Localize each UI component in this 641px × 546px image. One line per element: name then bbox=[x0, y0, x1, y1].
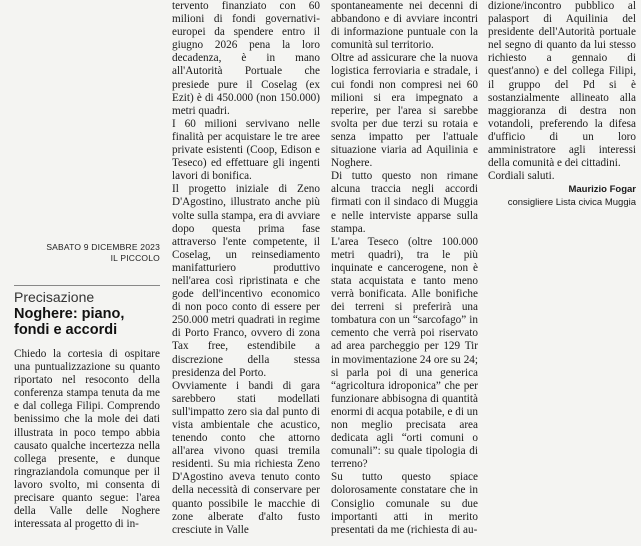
paragraph: Oltre ad assicurare che la nuova logistica ferroviaria e stradale, i cui fondi non compresi nei 60 milioni si era impegnato a reperire, per l'area si sarebbe svolta per due terzi su rotaia e senza impatto per l'attuale situazione viaria ad Aquilinia e Noghere. bbox=[331, 52, 478, 170]
paragraph: Su tutto questo spiace dolorosamente constatare che in Consiglio comunale su due importanti atti in merito presentati da me (richiesta di au- bbox=[331, 471, 478, 536]
paragraph: L'area Teseco (oltre 100.000 metri quadri), tra le più inquinate e cancerogene, non è stata acquistata e tanto meno verrà bonificata. Alle bonifiche dei terreni si preferirà una tombatura con un “sarcofago” in cemento che verrà poi riservato ad area parcheggio per 129 Tir in movimentazione 24 ore su 24; si parla poi di una generica “agricoltura idroponica” che per funzionare abbisogna di quantità enormi di acqua potabile, e di un non meglio precisata area dedicata agli “orti comuni o comunali”: su quale tipologia di terreno? bbox=[331, 235, 478, 471]
text-column-2 bbox=[172, 0, 320, 546]
publication-date: SABATO 9 DICEMBRE 2023 bbox=[46, 242, 160, 252]
paragraph: Ovviamente i bandi di gara sarebbero stati modellati sull'impatto zero sia dal punto di vista ambientale che acustico, tenendo conto che attorno all'area vivono quasi tremila residenti. Su mia richiesta Zeno D'Agostino aveva tenuto conto della necessità di conservare per quanto possibile le macchie di zone alberate d'alto fusto cresciute in Valle bbox=[172, 379, 320, 536]
paragraph: Cordiali saluti. bbox=[488, 170, 555, 183]
paragraph: dizione/incontro pubblico al palasport di Aquilinia del presidente dell'Autorità portuale nel segno di quanto da lui stesso richiesto a gennaio di quest'anno) e del collega Filipi, il gruppo del Pd si è sostanzialmente allineato alla maggioranza di destra non votandoli, preferendo la difesa d'ufficio di un loro amministratore agli interessi della comunità e dei cittadini. bbox=[488, 0, 636, 170]
paragraph: I 60 milioni servivano nelle finalità per acquistare le tre aree private esistenti (Coop, Edison e Teseco) ed effettuare gli ingenti lavori di bonifica. bbox=[172, 117, 320, 183]
paragraph: Chiedo la cortesia di ospitare una puntualizzazione su quanto riportato nel resoconto della conferenza stampa tenuta da me e dal collega Filipi. Comprendo benissimo che la mole dei dati illustrata in poco tempo abbia causato qualche incertezza nella collega presente, e dunque ringraziandola comunque per il lavoro svolto, mi consenta di precisare quanto segue: l'area della Valle delle Noghere interessata al progetto di in- bbox=[14, 348, 160, 531]
text-column-1 bbox=[14, 348, 160, 546]
article-headline: Noghere: piano, fondi e accordi bbox=[14, 306, 125, 338]
text-column-3 bbox=[331, 0, 478, 546]
paragraph: Di tutto questo non rimane alcuna traccia negli accordi firmati con il sindaco di Muggia e nelle interviste apparse sulla stampa. bbox=[331, 170, 478, 235]
paragraph: spontaneamente nei decenni di abbandono e di avviare incontri di informazione puntuale con la comunità sul territorio. bbox=[331, 0, 478, 52]
signature-name: Maurizio Fogar bbox=[568, 184, 636, 196]
publication-source: IL PICCOLO bbox=[110, 253, 160, 263]
article-kicker: Precisazione bbox=[14, 289, 95, 305]
signature bbox=[488, 183, 636, 209]
paragraph: tervento finanziato con 60 milioni di fondi governativi-europei da spendere entro il giugno 2026 pena la loro decadenza, è in mano all'Autorità Portuale che presiede pure il Coselag (ex Ezit) è di 450.000 (non 150.000) metri quadri. bbox=[172, 0, 320, 117]
header-rule bbox=[14, 285, 160, 286]
text-column-4 bbox=[488, 0, 636, 546]
signature-role: consigliere Lista civica Muggia bbox=[507, 197, 636, 209]
paragraph: Il progetto iniziale di Zeno D'Agostino, illustrato anche più volte sulla stampa, era di avviare dopo questa prima fase attraverso l'ente competente, il Coselag, un reinsediamento manifatturiero produttivo nell'area così ripristinata e che gode dell'incentivo economico di non poco conto di essere per 250.000 metri quadrati in regime di Porto Franco, ovvero di zona Tax free, estendibile a discrezione della stessa presidenza del Porto. bbox=[172, 183, 320, 379]
